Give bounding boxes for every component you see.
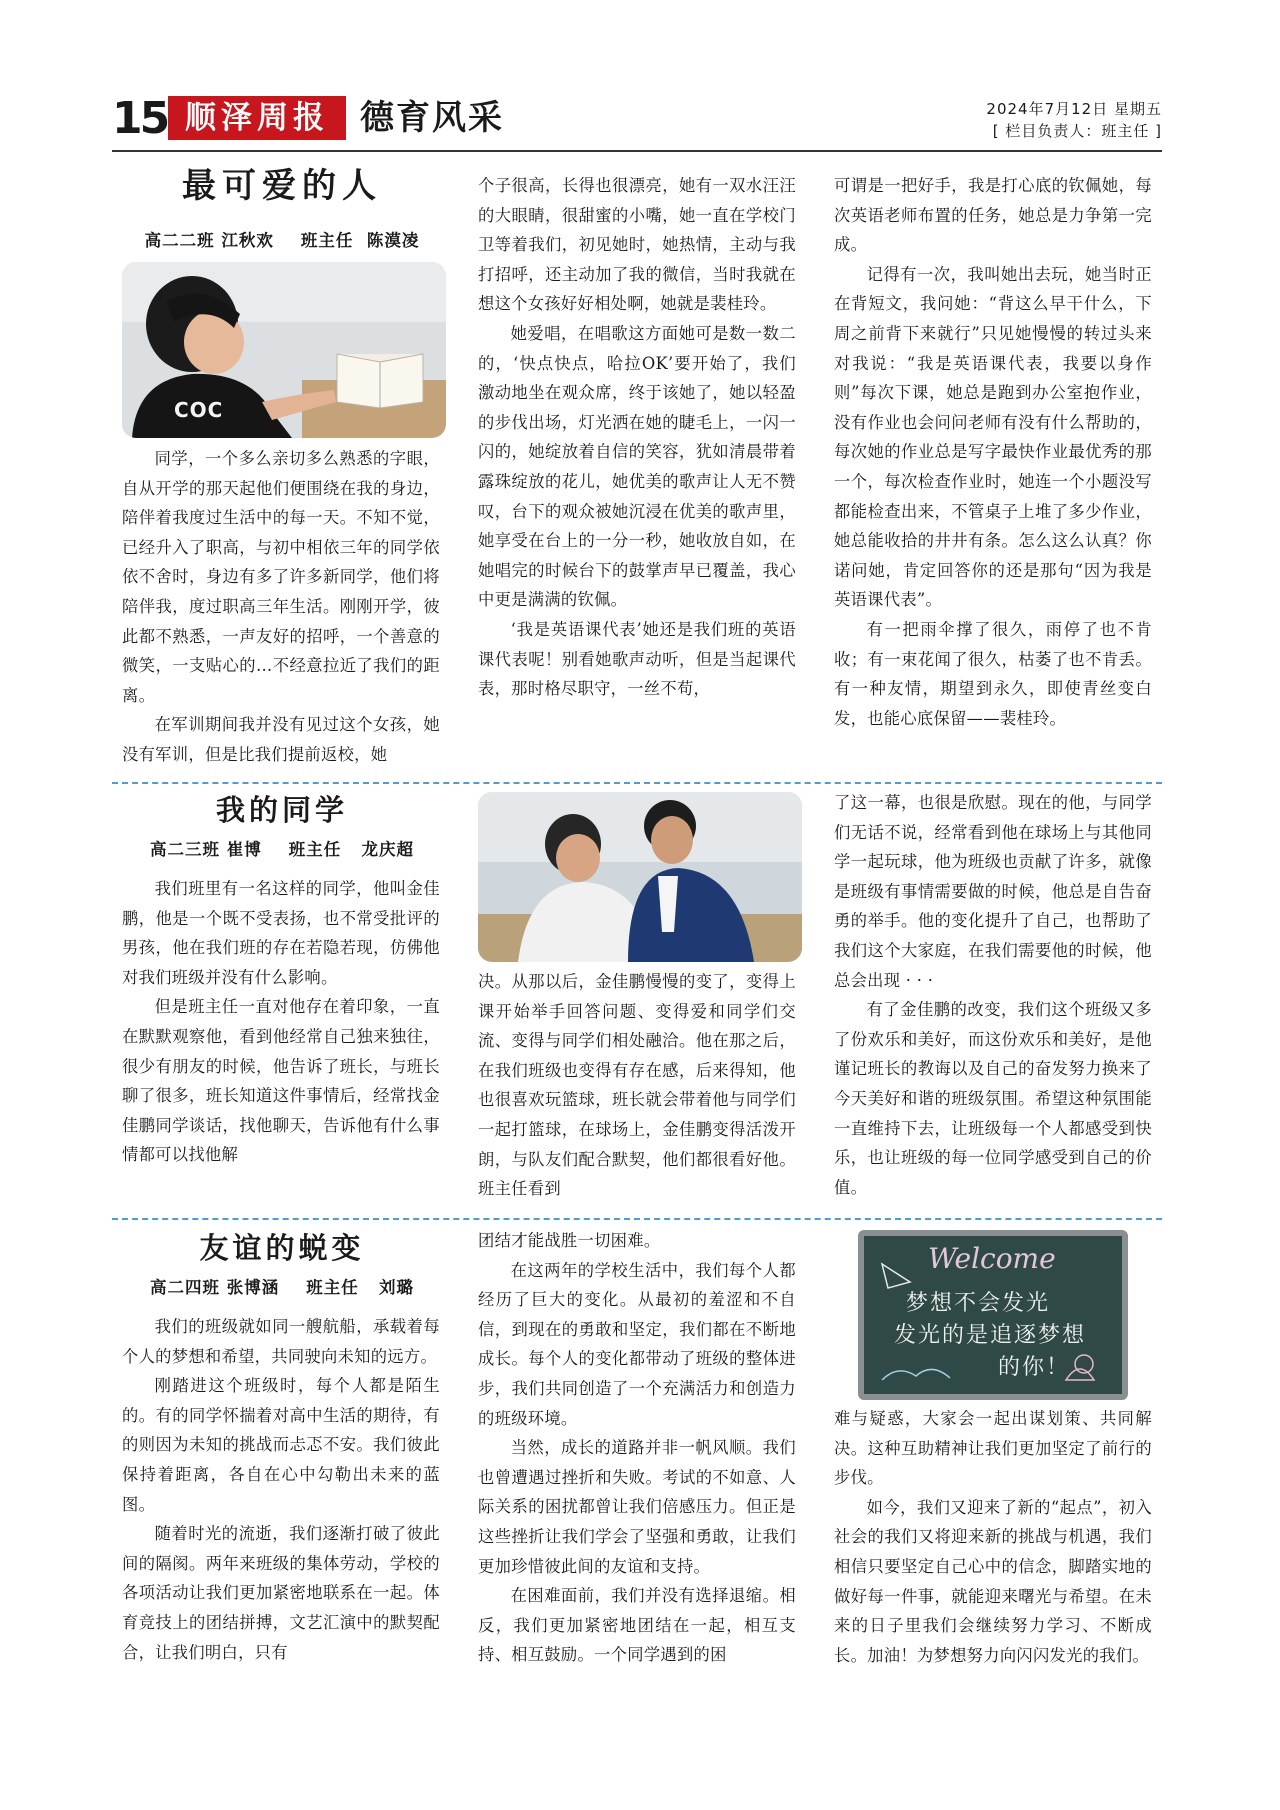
board-line-2: 发光的是追逐梦想: [894, 1323, 1087, 1348]
article-divider: [112, 1218, 1162, 1220]
two-students-studying-photo: [478, 792, 802, 962]
paragraph: 刚踏进这个班级时，每个人都是陌生的。有的同学怀揣着对高中生活的期待，有的则因为未知的挑战而忐忑不安。我们彼此保持着距离，各自在心中勾勒出未来的蓝图。: [122, 1376, 440, 1514]
paragraph: 在这两年的学校生活中，我们每个人都经历了巨大的变化。从最初的羞涩和不自信，到现在的勇敢和坚定，我们都在不断地成长。每个人的变化都带动了班级的整体进步，我们共同创造了一个充满活力和创造力的班级环境。: [478, 1260, 796, 1428]
article3-title: 友谊的蜕变: [199, 1231, 365, 1265]
girl-reading-illustration: [122, 262, 446, 438]
paragraph: ‘我是英语课代表’她还是我们班的英语课代表呢！别看她歌声动听，但是当起课代表，那时格尽职守，一丝不苟，: [478, 619, 796, 699]
article1-column-3: [834, 171, 1152, 733]
paragraph: 难与疑惑，大家会一起出谋划策、共同解决。这种互助精神让我们更加坚定了前行的步伐。: [834, 1409, 1152, 1488]
article-divider: [112, 782, 1162, 784]
article1-byline: 高二二班 江秋欢 班主任 陈漠凌: [144, 231, 420, 250]
section-title: 德育风采: [360, 98, 504, 138]
paragraph: 团结才能战胜一切困难。: [478, 1231, 661, 1250]
paragraph: 如今，我们又迎来了新的“起点”，初入社会的我们又将迎来新的挑战与机遇，我们相信只要坚定自己心中的信念，脚踏实地的做好每一件事，就能迎来曙光与希望。在未来的日子里我们会继续努力学习、不断成长。加油！为梦想努力向闪闪发光的我们。: [834, 1497, 1152, 1665]
masthead-logo: 顺泽周报: [168, 96, 346, 140]
article3-column-3: [834, 1404, 1152, 1670]
board-line-3: 的你！: [998, 1355, 1071, 1380]
page-header: [112, 92, 1162, 148]
paragraph: 在军训期间我并没有见过这个女孩，她没有军训，但是比我们提前返校，她: [122, 715, 440, 764]
paragraph: 可谓是一把好手，我是打心底的钦佩她，每次英语老师布置的任务，她总是力争第一完成。: [834, 176, 1152, 255]
paragraph: 我们班里有一名这样的同学，他叫金佳鹏，他是一个既不受表扬，也不常受批评的男孩，他在我们班的存在若隐若现，仿佛他对我们班级并没有什么影响。: [122, 879, 440, 987]
girl-reading-photo: [122, 262, 446, 438]
column-editor: [ 栏目负责人：班主任 ]: [992, 122, 1162, 140]
paragraph: 有了金佳鹏的改变，我们这个班级又多了份欢乐和美好，而这份欢乐和美好，是他谨记班长的教诲以及自己的奋发努力换来了今天美好和谐的班级氛围。希望这种氛围能一直维持下去，让班级每一个人都感受到快乐，也让班级的每一位同学感受到自己的价值。: [834, 1000, 1152, 1197]
paragraph: 但是班主任一直对他存在着印象，一直在默默观察他，看到他经常自己独来独往，很少有朋友的时候，他告诉了班长，与班长聊了很多，班长知道这件事情后，经常找金佳鹏同学谈话，找他聊天，告诉他有什么事情都可以找他解: [122, 997, 440, 1165]
paragraph: 了这一幕，也很是欣慰。现在的他，与同学们无话不说，经常看到他在球场上与其他同学一起玩球，他为班级也贡献了许多，就像是班级有事情需要做的时候，他总是自告奋勇的举手。他的变化提升了自己，也帮助了我们这个大家庭，在我们需要他的时候，他总会出现 · · ·: [834, 793, 1152, 990]
article3-byline: 高二四班 张博涵 班主任 刘璐: [150, 1278, 414, 1297]
paragraph: 我们的班级就如同一艘航船，承载着每个人的梦想和希望，共同驶向未知的远方。: [122, 1317, 440, 1366]
article1-column-2: [478, 171, 796, 704]
paragraph: 同学，一个多么亲切多么熟悉的字眼，自从开学的那天起他们便围绕在我的身边，陪伴着我度过生活中的每一天。不知不觉，已经升入了职高，与初中相依三年的同学依依不舍时，身边有多了许多新同学，他们将陪伴我，度过职高三年生活。刚刚开学，彼此都不熟悉，一声友好的招呼，一个善意的微笑，一支贴心的…不经意拉近了我们的距离。: [122, 449, 440, 705]
board-welcome: Welcome: [928, 1242, 1056, 1275]
article3-column-1: [122, 1312, 440, 1667]
article3-column-2: [478, 1226, 796, 1670]
paragraph: 她爱唱，在唱歌这方面她可是数一数二的，‘快点快点，哈拉OK’要开始了，我们激动地坐在观众席，终于该她了，她以轻盈的步伐出场，灯光洒在她的睫毛上，一闪一闪的，她绽放着自信的笑容，犹如清晨带着露珠绽放的花儿，她优美的歌声让人无不赞叹，台下的观众被她沉浸在优美的歌声里，她享受在台上的一分一秒，她收放自如，在她唱完的时候台下的鼓掌声早已覆盖，我心中更是满满的钦佩。: [478, 323, 796, 610]
article2-column-3: [834, 788, 1152, 1202]
paragraph: 在困难面前，我们并没有选择退缩。相反，我们更加紧密地团结在一起，相互支持、相互鼓励。一个同学遇到的困: [478, 1586, 796, 1665]
article1-column-1: [122, 444, 440, 770]
paragraph: 个子很高，长得也很漂亮，她有一双水汪汪的大眼睛，很甜蜜的小嘴，她一直在学校门卫等着我们，初见她时，她热情，主动与我打招呼，还主动加了我的微信，当时我就在想这个女孩好好相处啊，她就是裴桂玲。: [478, 176, 796, 314]
paragraph: 随着时光的流逝，我们逐渐打破了彼此间的隔阂。两年来班级的集体劳动，学校的各项活动让我们更加紧密地联系在一起。体育竞技上的团结拼搏，文艺汇演中的默契配合，让我们明白，只有: [122, 1524, 440, 1662]
shirt-text: COC: [174, 398, 224, 422]
page-number: 15: [112, 93, 168, 144]
paragraph: 当然，成长的道路并非一帆风顺。我们也曾遭遇过挫折和失败。考试的不如意、人际关系的困扰都曾让我们倍感压力。但正是这些挫折让我们学会了坚强和勇敢，让我们更加珍惜彼此间的友谊和支持。: [478, 1438, 796, 1576]
header-rule: [112, 150, 1162, 152]
article1-title: 最可爱的人: [182, 166, 382, 206]
article2-column-1: [122, 874, 440, 1170]
article2-byline: 高二三班 崔博 班主任 龙庆超: [150, 840, 414, 859]
chalkboard-photo: [858, 1230, 1128, 1400]
article2-column-2: [478, 967, 796, 1204]
paragraph: 有一把雨伞撑了很久，雨停了也不肯收；有一束花闻了很久，枯萎了也不肯丢。有一种友情，期望到永久，即使青丝变白发，也能心底保留——裴桂玲。: [834, 619, 1152, 728]
paragraph: 决。从那以后，金佳鹏慢慢的变了，变得上课开始举手回答问题、变得爱和同学们交流、变得与同学们相处融洽。他在那之后，在我们班级也变得有存在感，后来得知，他也很喜欢玩篮球，班长就会带着他与同学们一起打篮球，在球场上，金佳鹏变得活泼开朗，与队友们配合默契，他们都很看好他。班主任看到: [478, 972, 796, 1199]
article2-title: 我的同学: [215, 793, 348, 827]
students-studying-illustration: [478, 792, 802, 962]
paragraph: 记得有一次，我叫她出去玩，她当时正在背短文，我问她：“背这么早干什么，下周之前背下来就行”只见她慢慢的转过头来对我说：“我是英语课代表，我要以身作则”每次下课，她总是跑到办公室抱作业，没有作业也会问问老师有没有什么帮助的，每次她的作业总是写字最快作业最优秀的那一个，每次检查作业时，她连一个小题没写都能检查出来，不管桌子上堆了多少作业，她总能收拾的井井有条。怎么这么认真？你诺问她，肯定回答你的还是那句“因为我是英语课代表”。: [834, 264, 1152, 610]
issue-date: 2024年7月12日 星期五: [986, 100, 1162, 118]
board-line-1: 梦想不会发光: [906, 1291, 1051, 1316]
